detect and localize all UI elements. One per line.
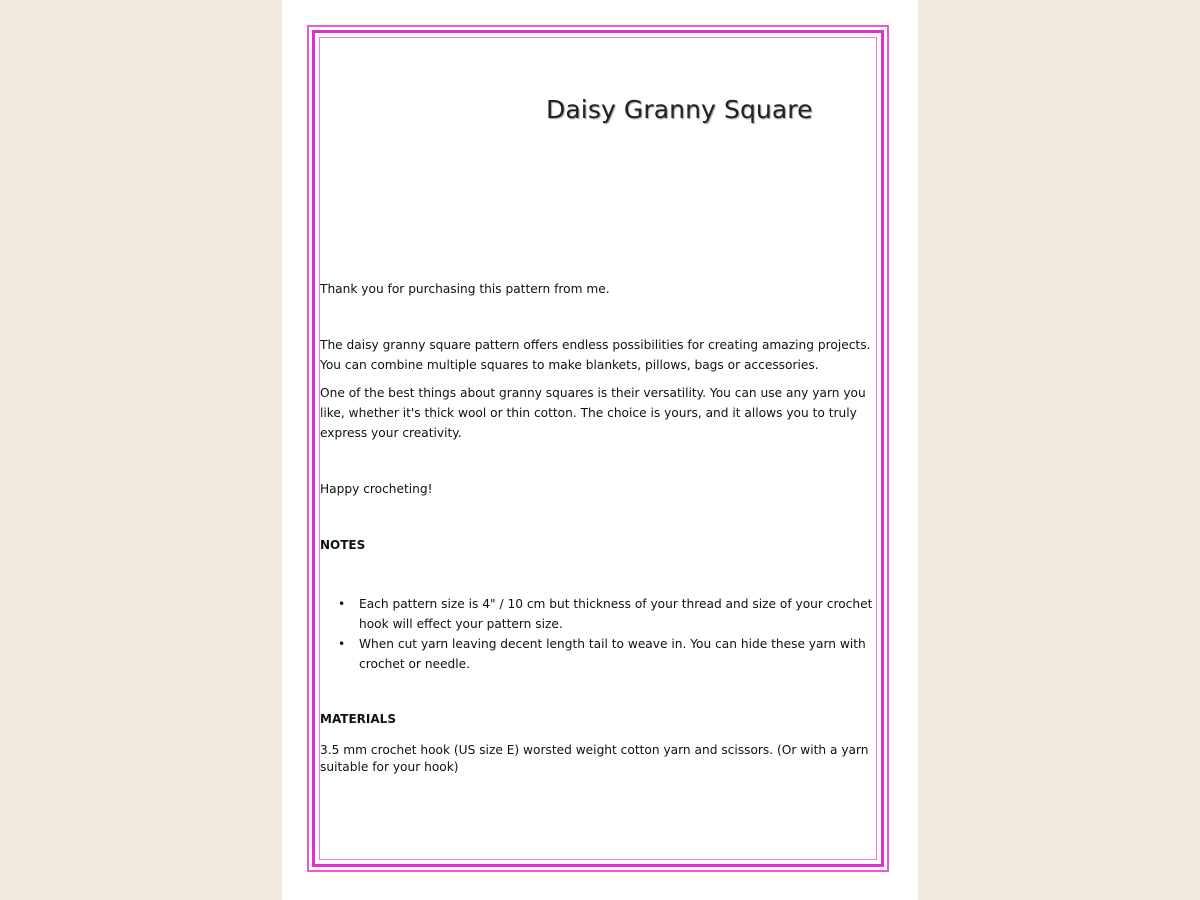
bullet-icon: • [338, 637, 346, 651]
materials-heading: MATERIALS [320, 712, 396, 726]
intro-paragraph: Thank you for purchasing this pattern from me. [320, 282, 610, 296]
list-item [338, 634, 882, 674]
notes-list [320, 594, 882, 674]
document-page [282, 0, 918, 900]
document-title: Daisy Granny Square [546, 95, 813, 124]
note-text: When cut yarn leaving decent length tail to weave in. You can hide these yarn with crochet or needle. [359, 637, 866, 671]
notes-heading: NOTES [320, 538, 366, 552]
list-item [338, 594, 882, 634]
materials-text: 3.5 mm crochet hook (US size E) worsted weight cotton yarn and scissors. (Or with a yarn suitable for your hook) [320, 743, 869, 774]
page-border-inner [319, 37, 877, 860]
paragraph-possibilities: The daisy granny square pattern offers endless possibilities for creating amazing projects. You can combine multiple squares to make blankets, pillows, bags or accessories. [320, 338, 871, 372]
bullet-icon: • [338, 597, 346, 611]
note-text: Each pattern size is 4" / 10 cm but thickness of your thread and size of your crochet hook will effect your pattern size. [359, 597, 873, 631]
closing-line: Happy crocheting! [320, 482, 433, 496]
paragraph-versatility: One of the best things about granny squares is their versatility. You can use any yarn you like, whether it's thick wool or thin cotton. The choice is yours, and it allows you to truly express your creativity. [320, 386, 866, 440]
